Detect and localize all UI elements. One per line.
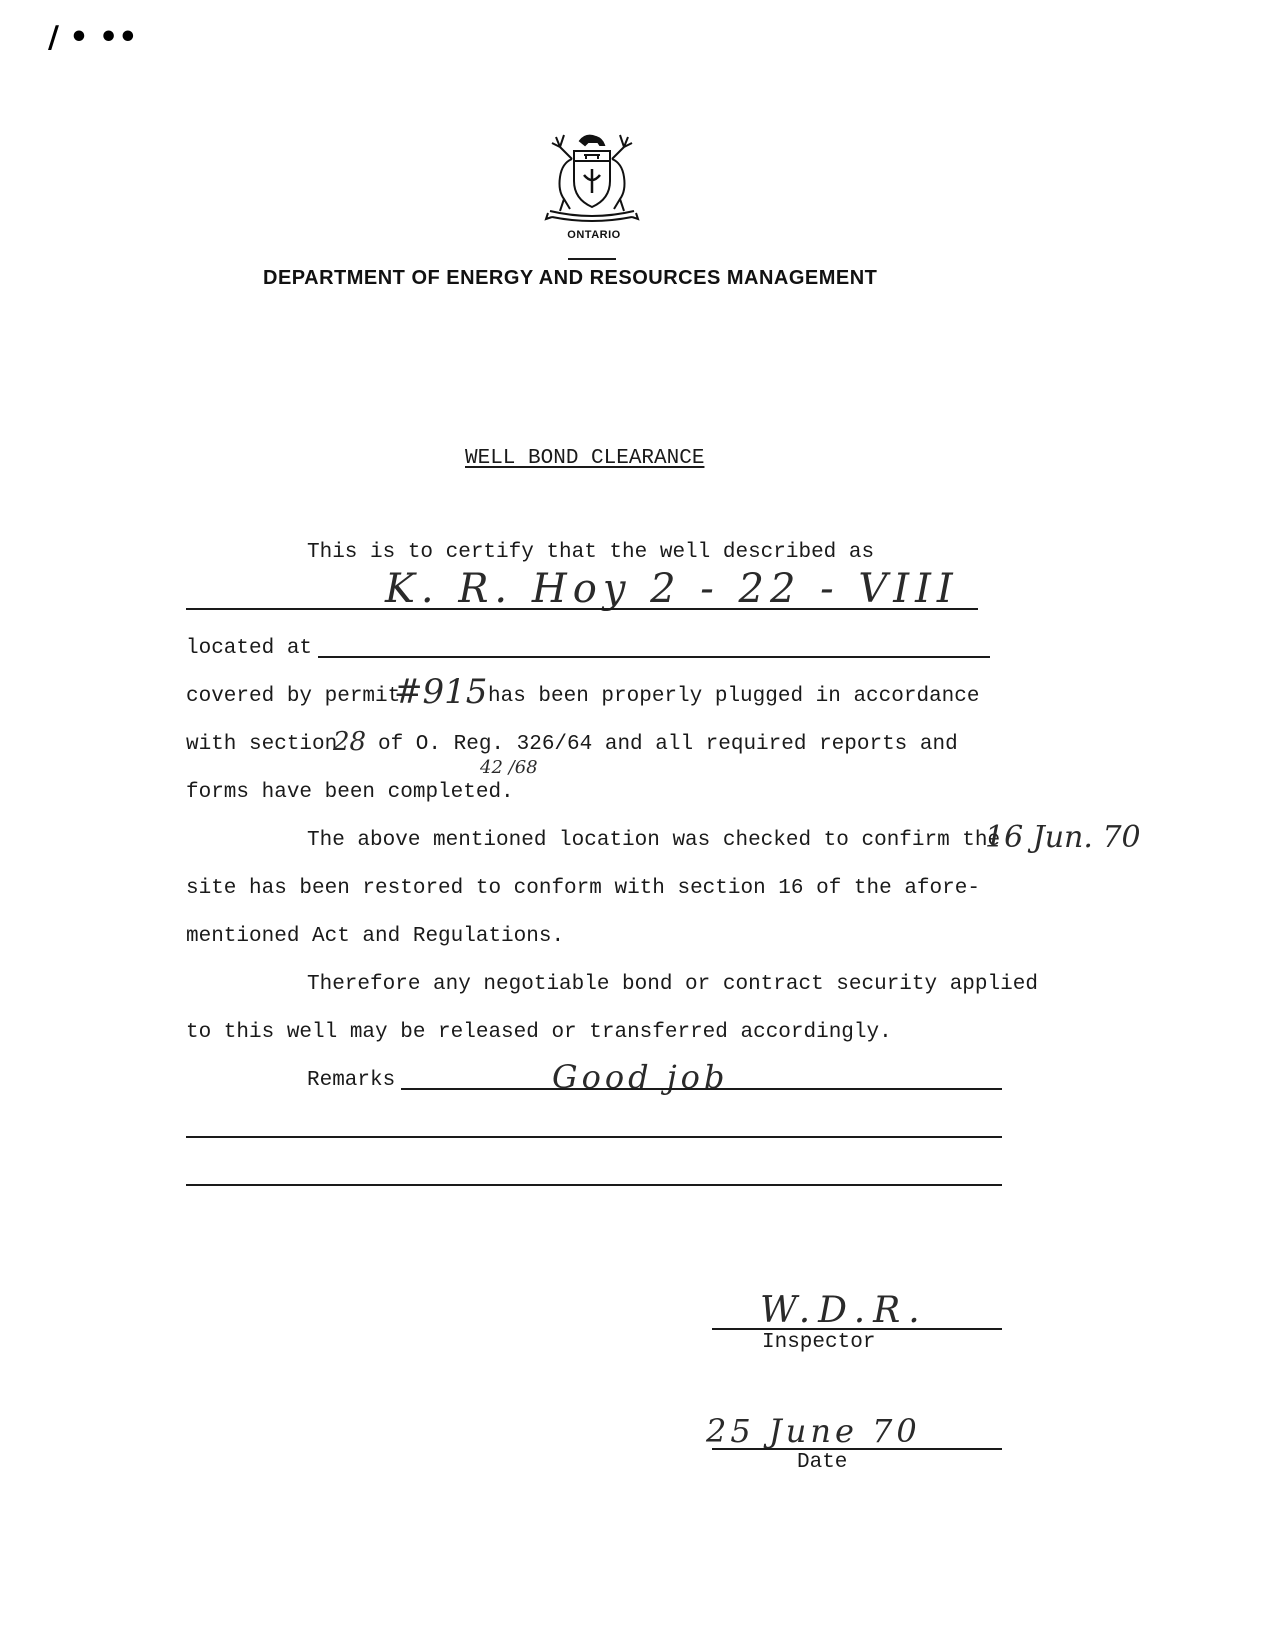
well-description-line [186, 608, 978, 610]
located-at-line [318, 656, 990, 658]
located-at-label: located at [186, 637, 313, 660]
inspector-label: Inspector [762, 1331, 876, 1354]
section-prefix: with section [186, 733, 338, 756]
para3-line2: to this well may be released or transferred accordingly. [186, 1021, 892, 1044]
date-line [712, 1448, 1002, 1450]
completed-line: forms have been completed. [186, 781, 514, 804]
para2-line2: site has been restored to conform with section 16 of the afore- [186, 877, 980, 900]
province-label: ONTARIO [567, 229, 621, 241]
section-suffix: of O. Reg. 326/64 and all required reports and [378, 733, 958, 756]
remarks-label: Remarks [307, 1069, 396, 1092]
department-name: DEPARTMENT OF ENERGY AND RESOURCES MANAGEMENT [263, 267, 878, 289]
ontario-coat-of-arms-icon [542, 125, 642, 225]
section-annotation-handwritten: 42 /68 [480, 757, 538, 778]
para2-line1: The above mentioned location was checked to confirm the [307, 829, 1001, 852]
remarks-handwritten: Good job [552, 1058, 729, 1096]
well-description-handwritten: K. R. Hoy 2 - 22 - VIII [385, 566, 959, 612]
remarks-line-1 [401, 1088, 1002, 1090]
permit-prefix: covered by permit [186, 685, 401, 708]
para2-line3: mentioned Act and Regulations. [186, 925, 565, 948]
certify-line: This is to certify that the well described as [307, 541, 875, 564]
corner-pen-marks: / • •• [48, 20, 138, 55]
document-title: WELL BOND CLEARANCE [465, 447, 705, 470]
permit-number-handwritten: #915 [394, 672, 488, 712]
date-handwritten: 25 June 70 [706, 1412, 921, 1450]
remarks-line-3 [186, 1184, 1002, 1186]
para3-line1: Therefore any negotiable bond or contract security applied [307, 973, 1038, 996]
checked-date-handwritten: 16 Jun. 70 [985, 820, 1141, 855]
remarks-line-2 [186, 1136, 1002, 1138]
inspector-initials-handwritten: W.D.R. [760, 1290, 928, 1331]
section-number-handwritten: 28 [333, 727, 367, 757]
permit-suffix: has been properly plugged in accordance [488, 685, 980, 708]
date-label: Date [797, 1451, 848, 1474]
province-underline [568, 258, 616, 260]
